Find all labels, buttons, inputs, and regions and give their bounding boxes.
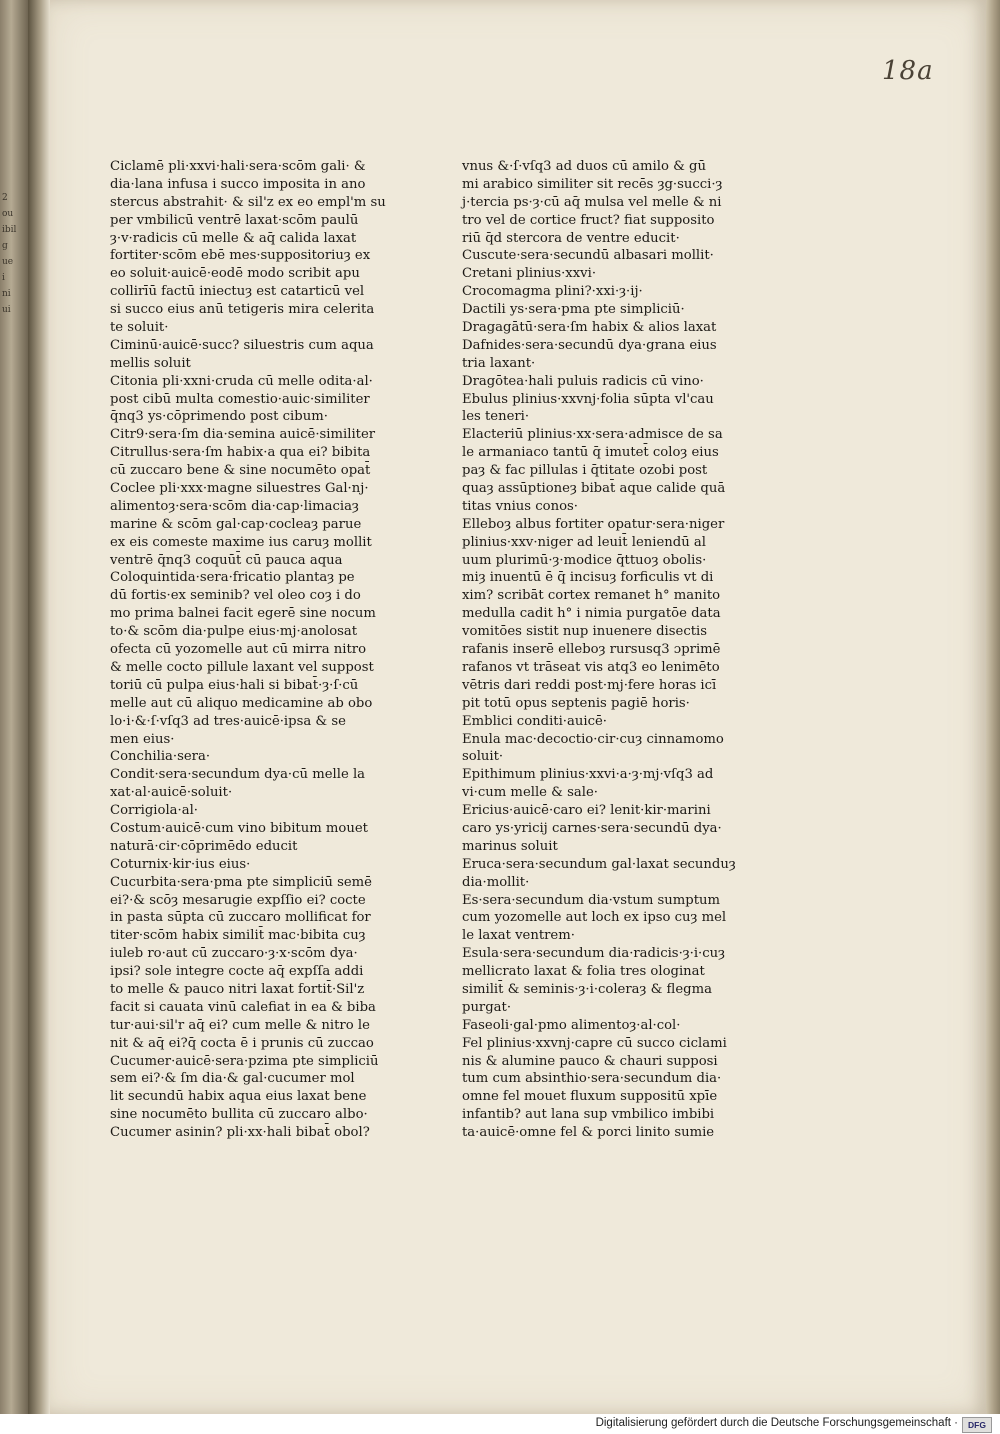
text-line: fortiter·scōm ebē mes·suppositoriuȝ ex <box>110 248 371 264</box>
text-line: collirīū factū iniectuȝ est catarticū vel <box>110 284 365 300</box>
text-line: q̄nq3 ys·cōprimendo post cibum· <box>110 409 328 425</box>
text-line: Citrullus·sera·ſm habix·a qua ei? bibita <box>110 445 371 461</box>
text-line: Dafnides·sera·secundū dya·grana eius <box>462 337 717 353</box>
text-line: vnus &·ſ·vſq3 ad duos cū amilo & gū <box>462 159 706 174</box>
text-line: alimentoȝ·sera·scōm dia·cap·limaciaȝ <box>110 498 359 514</box>
text-line: ȝ·v·radicis cū melle & aq̄ calida laxat <box>110 230 357 246</box>
text-line: ta·auicē·omne fel & porci linito sumie <box>462 1125 715 1141</box>
text-line: le armaniaco tantū q̄ imutet̄ coloȝ eius <box>462 445 719 461</box>
text-line: j·tercia ps·ȝ·cū aq̄ mulsa vel melle & ni <box>462 194 722 210</box>
text-line: mellis soluit <box>110 355 191 371</box>
text-line: per vmbilicū ventrē laxat·scōm paulū <box>110 212 359 228</box>
text-line: toriū cū pulpa eius·hali si bibat̄·ȝ·ſ·cū <box>110 677 359 693</box>
text-line: Fel plinius·xxvnj·capre cū succo ciclami <box>462 1035 727 1051</box>
text-line: Elacteriū plinius·xx·sera·admisce de sa <box>462 427 723 443</box>
text-line: Epithimum plinius·xxvi·a·ȝ·mj·vſq3 ad <box>462 767 714 783</box>
text-line: melle aut cū aliquo medicamine ab obo <box>110 695 373 711</box>
text-line: les teneri· <box>462 409 530 425</box>
text-line: Dragōtea·hali puluis radicis cū vino· <box>462 373 704 389</box>
text-line: Esula·sera·secundum dia·radicis·ȝ·i·cuȝ <box>462 946 726 962</box>
text-line: mi arabico similiter sit recēs ȝg·succi·ȝ <box>462 176 723 192</box>
text-line: Cucumer·auicē·sera·pzima pte simpliciū <box>110 1053 379 1069</box>
text-line: vētris dari reddi post·mj·fere horas icī <box>462 677 717 693</box>
text-line: marine & scōm gal·cap·cocleaȝ parue <box>110 516 362 532</box>
dfg-logo: DFG <box>962 1417 992 1433</box>
text-line: Cuscute·sera·secundū albasari mollit· <box>462 248 714 264</box>
text-line: similit̄ & seminis·ȝ·i·coleraȝ & flegma <box>462 981 712 997</box>
text-line: Crocomagma plini?·xxi·ȝ·ij· <box>462 284 643 300</box>
text-line: caro ys·yricij carnes·sera·secundū dya· <box>462 820 722 836</box>
text-line: Citonia pli·xxni·cruda cū melle odita·al· <box>110 373 373 389</box>
text-line: nit & aq̄ ei?q̄ cocta ē i prunis cū zuccao <box>110 1035 374 1051</box>
text-line: Coclee pli·xxx·magne siluestres Gal·nj· <box>110 481 369 497</box>
text-line: vi·cum melle & sale· <box>462 785 598 801</box>
text-line: soluit· <box>462 749 504 765</box>
text-line: rafanis inserē elleboȝ rursusq3 ɔprimē <box>462 642 721 658</box>
text-line: Cretani plinius·xxvi· <box>462 266 597 282</box>
text-line: riū q̄d stercora de ventre educit· <box>462 230 680 246</box>
text-line: lo·i·&·ſ·vſq3 ad tres·auicē·ipsa & se <box>110 713 346 729</box>
text-line: paȝ & fac pillulas i q̄titate ozobi post <box>462 463 708 479</box>
text-line: pit totū opus septenis pagiē horis· <box>462 695 690 711</box>
text-line: dia·lana infusa i succo imposita in ano <box>110 176 366 192</box>
text-line: Ciminū·auicē·succ? siluestris cum aqua <box>110 337 374 353</box>
previous-leaf-text: 2 ou ibil g ue i ni ui <box>2 193 17 315</box>
text-line: post cibū multa comestio·auic·similiter <box>110 391 370 407</box>
text-line: infantib? aut lana sup vmbilico imbibi <box>462 1107 715 1123</box>
text-line: ei?·& scōȝ mesarugie expſſio ei? cocte <box>110 892 366 908</box>
text-line: to·& scōm dia·pulpe eius·mj·anolosat <box>110 624 358 640</box>
text-line: Ebulus plinius·xxvnj·folia sūpta vl'cau <box>462 391 714 407</box>
book-gutter <box>28 0 50 1414</box>
page-edge <box>986 0 1000 1414</box>
right-text-column <box>462 158 782 1142</box>
text-line: Dragagātū·sera·ſm habix & alios laxat <box>462 320 717 336</box>
text-line: ex eis comeste maxime ius caruȝ mollit <box>110 534 372 550</box>
text-line: naturā·cir·cōprimēdo educit <box>110 838 298 854</box>
text-line: Ericius·auicē·caro ei? lenit·kir·marini <box>462 803 711 819</box>
text-line: tria laxant· <box>462 355 536 371</box>
text-line: sem ei?·& ſm dia·& gal·cucumer mol <box>110 1071 355 1087</box>
text-line: men eius· <box>110 731 175 747</box>
text-line: mo prima balnei facit egerē sine nocum <box>110 606 376 622</box>
text-line: to melle & pauco nitri laxat fortit̄·Sil'z <box>110 981 365 997</box>
text-line: Faseoli·gal·pmo alimentoȝ·al·col· <box>462 1017 681 1033</box>
text-line: iuleb ro·aut cū zuccaro·ȝ·x·scōm dya· <box>110 946 358 962</box>
text-line: Elleboȝ albus fortiter opatur·sera·niger <box>462 516 725 532</box>
text-line: cum yozomelle aut loch ex ipso cuȝ mel <box>462 910 727 926</box>
text-line: Eruca·sera·secundum gal·laxat secunduȝ <box>462 856 736 872</box>
text-line: Conchilia·sera· <box>110 749 211 765</box>
text-line: le laxat ventrem· <box>462 928 575 944</box>
text-line: si succo eius anū tetigeris mira celerita <box>110 302 375 318</box>
text-line: mellicrato laxat & folia tres ologinat <box>462 964 705 980</box>
text-line: tum cum absinthio·sera·secundum dia· <box>462 1071 722 1087</box>
text-line: xim? scribāt cortex remanet h° manito <box>462 588 721 604</box>
text-line: Cucurbita·sera·pma pte simpliciū semē <box>110 874 372 890</box>
text-line: tro vel de cortice fruct? fiat supposito <box>462 212 715 228</box>
text-line: rafanos vt trāseat vis atq3 eo lenimēto <box>462 659 720 675</box>
text-line: uum plurimū·ȝ·modice q̄ttuoȝ obolis· <box>462 552 707 568</box>
text-line: sine nocumēto bullita cū zuccaro albo· <box>110 1107 368 1123</box>
text-line: nis & alumine pauco & chauri supposi <box>462 1053 718 1069</box>
text-line: stercus abstrahit· & sil'z ex eo empl'm su <box>110 194 386 210</box>
text-line: Es·sera·secundum dia·vstum sumptum <box>462 892 721 908</box>
text-line: & melle cocto pillule laxant vel suppost <box>110 659 374 675</box>
text-line: te soluit· <box>110 320 169 336</box>
text-line: quaȝ assūptioneȝ bibat̄ aque calide quā <box>462 481 726 497</box>
text-line: facit si cauata vinū calefiat in ea & biba <box>110 999 376 1015</box>
text-line: Ciclamē pli·xxvi·hali·sera·scōm gali· & <box>110 159 366 174</box>
text-line: ventrē q̄nq3 coquūt̄ cū pauca aqua <box>110 552 343 568</box>
text-line: vomitōes sistit nup inuenere disectis <box>462 624 708 640</box>
text-line: Costum·auicē·cum vino bibitum mouet <box>110 820 368 836</box>
text-line: tur·aui·sil'r aq̄ ei? cum melle & nitro le <box>110 1017 370 1033</box>
previous-leaf-edge <box>0 0 28 1414</box>
text-line: titas vnius conos· <box>462 498 578 514</box>
text-line: omne fel mouet fluxum suppositū xpīe <box>462 1089 718 1105</box>
text-line: Corrigiola·al· <box>110 803 198 819</box>
text-line: Coturnix·kir·ius eius· <box>110 856 251 872</box>
text-line: ipsi? sole integre cocte aq̄ expſſa addi <box>110 964 364 980</box>
text-line: Enula mac·decoctio·cir·cuȝ cinnamomo <box>462 731 724 747</box>
text-line: Citr9·sera·ſm dia·semina auicē·similiter <box>110 427 376 443</box>
text-line: purgat· <box>462 999 512 1015</box>
text-line: Dactili ys·sera·pma pte simpliciū· <box>462 302 685 318</box>
text-line: Coloquintida·sera·fricatio plantaȝ pe <box>110 570 355 586</box>
footer-bar <box>0 1414 1000 1434</box>
text-line: medulla cadit h° i nimia purgatōe data <box>462 606 721 622</box>
folio-number: 18a <box>882 56 934 86</box>
text-line: miȝ inuentū ē q̄ incisuȝ forficulis vt di <box>462 570 714 586</box>
text-line: marinus soluit <box>462 838 558 854</box>
funding-credit: Digitalisierung gefördert durch die Deutsche Forschungsgemeinschaft · <box>595 1417 958 1429</box>
text-line: dia·mollit· <box>462 874 530 890</box>
text-line: titer·scōm habix similit̄ mac·bibita cuȝ <box>110 928 366 944</box>
left-text-column <box>110 158 430 1142</box>
text-line: cū zuccaro bene & sine nocumēto opat̄ <box>110 463 371 479</box>
text-line: Cucumer asinin? pli·xx·hali bibat̄ obol? <box>110 1125 370 1141</box>
text-line: xat·al·auicē·soluit· <box>110 785 233 801</box>
text-line: lit secundū habix aqua eius laxat bene <box>110 1089 367 1105</box>
text-line: plinius·xxv·niger ad leuit̄ leniendū al <box>462 534 706 550</box>
text-line: in pasta sūpta cū zuccaro mollificat for <box>110 910 371 926</box>
text-line: ofecta cū yozomelle aut cū mirra nitro <box>110 642 367 658</box>
text-line: dū fortis·ex seminib? vel oleo coȝ i do <box>110 588 361 604</box>
text-line: eo soluit·auicē·eodē modo scribit apu <box>110 266 360 282</box>
text-line: Condit·sera·secundum dya·cū melle la <box>110 767 366 783</box>
text-line: Emblici conditi·auicē· <box>462 713 607 729</box>
